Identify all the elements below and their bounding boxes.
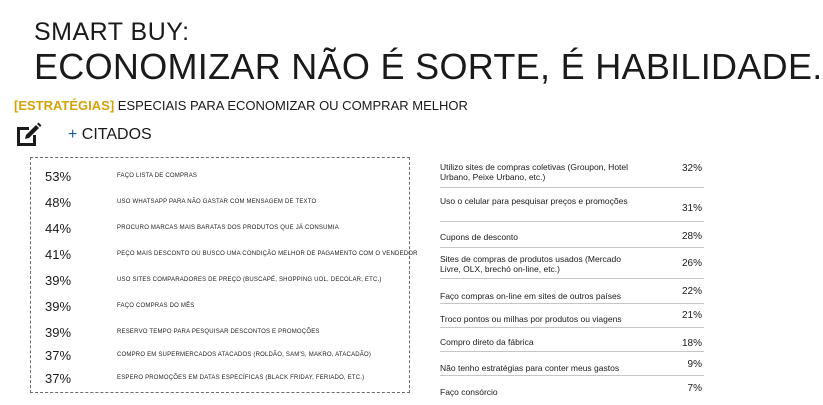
item-text: Utilizo sites de compras coletivas (Groupon, Hotel Urbano, Peixe Urbano, etc.) [440, 162, 629, 182]
cited-label [68, 126, 152, 144]
list-item [31, 215, 409, 241]
item-percent: 18% [681, 338, 702, 349]
most-cited-box [30, 157, 418, 393]
item-text: Uso o celular para pesquisar preços e promoções [440, 196, 628, 206]
item-text: FAÇO LISTA DE COMPRAS [117, 173, 198, 179]
item-percent: 26% [681, 258, 702, 269]
item-text: PEÇO MAIS DESCONTO OU BUSCO UMA CONDIÇÃO MELHOR DE PAGAMENTO COM O VENDEDOR [117, 251, 418, 257]
page-title: ECONOMIZAR NÃO É SORTE, É HABILIDADE. [34, 46, 823, 87]
list-item [31, 241, 418, 267]
item-percent: 41% [45, 246, 72, 262]
subtitle-accent: [ESTRATÉGIAS] [14, 98, 115, 113]
list-item [440, 308, 704, 328]
subtitle-rest: ESPECIAIS PARA ECONOMIZAR OU COMPRAR MELHOR [114, 98, 468, 113]
item-percent: 28% [681, 231, 702, 242]
plus-sign: + [68, 126, 78, 143]
list-item [440, 160, 704, 188]
item-text: Sites de compras de produtos usados (Mercado Livre, OLX, brechó on-line, etc.) [440, 254, 621, 274]
item-text: ESPERO PROMOÇÕES EM DATAS ESPECÍFICAS (BLACK FRIDAY, FERIADO, ETC.) [117, 375, 365, 381]
cited-text: CITADOS [77, 126, 152, 143]
item-percent: 37% [45, 370, 72, 386]
item-text: Faço compras on-line em sites de outros países [440, 291, 621, 301]
subtitle [14, 98, 468, 113]
item-text: Não tenho estratégias para conter meus gastos [440, 363, 620, 373]
list-item [31, 189, 409, 215]
item-text: FAÇO COMPRAS DO MÊS [117, 303, 195, 309]
list-item [440, 332, 704, 352]
list-item [440, 284, 704, 304]
item-percent: 22% [681, 286, 702, 297]
list-item [31, 365, 409, 391]
list-item [440, 252, 704, 279]
item-text: Cupons de desconto [440, 232, 518, 242]
list-item [440, 194, 704, 222]
list-item [440, 356, 704, 376]
cited-row [14, 120, 152, 150]
item-text: COMPRO EM SUPERMERCADOS ATACADOS (ROLDÃO, SAM'S, MAKRO, ATACADÃO) [117, 352, 372, 358]
list-item [440, 228, 704, 248]
item-percent: 39% [45, 298, 72, 314]
item-text: USO WHATSAPP PARA NÃO GASTAR COM MENSAGEM DE TEXTO [117, 199, 317, 205]
list-item [31, 163, 409, 189]
item-percent: 21% [681, 310, 702, 321]
list-item [31, 293, 409, 319]
item-percent: 44% [45, 220, 72, 236]
item-text: USO SITES COMPARADORES DE PREÇO (BUSCAPÉ, SHOPPING UOL, DECOLAR, ETC.) [117, 277, 382, 283]
item-percent: 53% [45, 168, 72, 184]
item-percent: 31% [681, 203, 702, 214]
item-percent: 32% [681, 163, 702, 174]
list-item [440, 380, 704, 400]
item-text: RESERVO TEMPO PARA PESQUISAR DESCONTOS E PROMOÇÕES [117, 329, 320, 335]
title-small: SMART BUY: [34, 18, 190, 46]
item-percent: 7% [687, 383, 702, 394]
list-item [31, 267, 409, 293]
item-text: Faço consórcio [440, 387, 498, 397]
item-percent: 48% [45, 194, 72, 210]
item-percent: 39% [45, 324, 72, 340]
item-percent: 9% [687, 359, 702, 370]
item-text: Compro direto da fábrica [440, 337, 534, 347]
edit-icon [14, 122, 42, 148]
item-text: PROCURO MARCAS MAIS BARATAS DOS PRODUTOS QUE JÁ CONSUMIA [117, 225, 339, 231]
item-percent: 37% [45, 347, 72, 363]
item-percent: 39% [45, 272, 72, 288]
item-text: Troco pontos ou milhas por produtos ou viagens [440, 314, 622, 324]
